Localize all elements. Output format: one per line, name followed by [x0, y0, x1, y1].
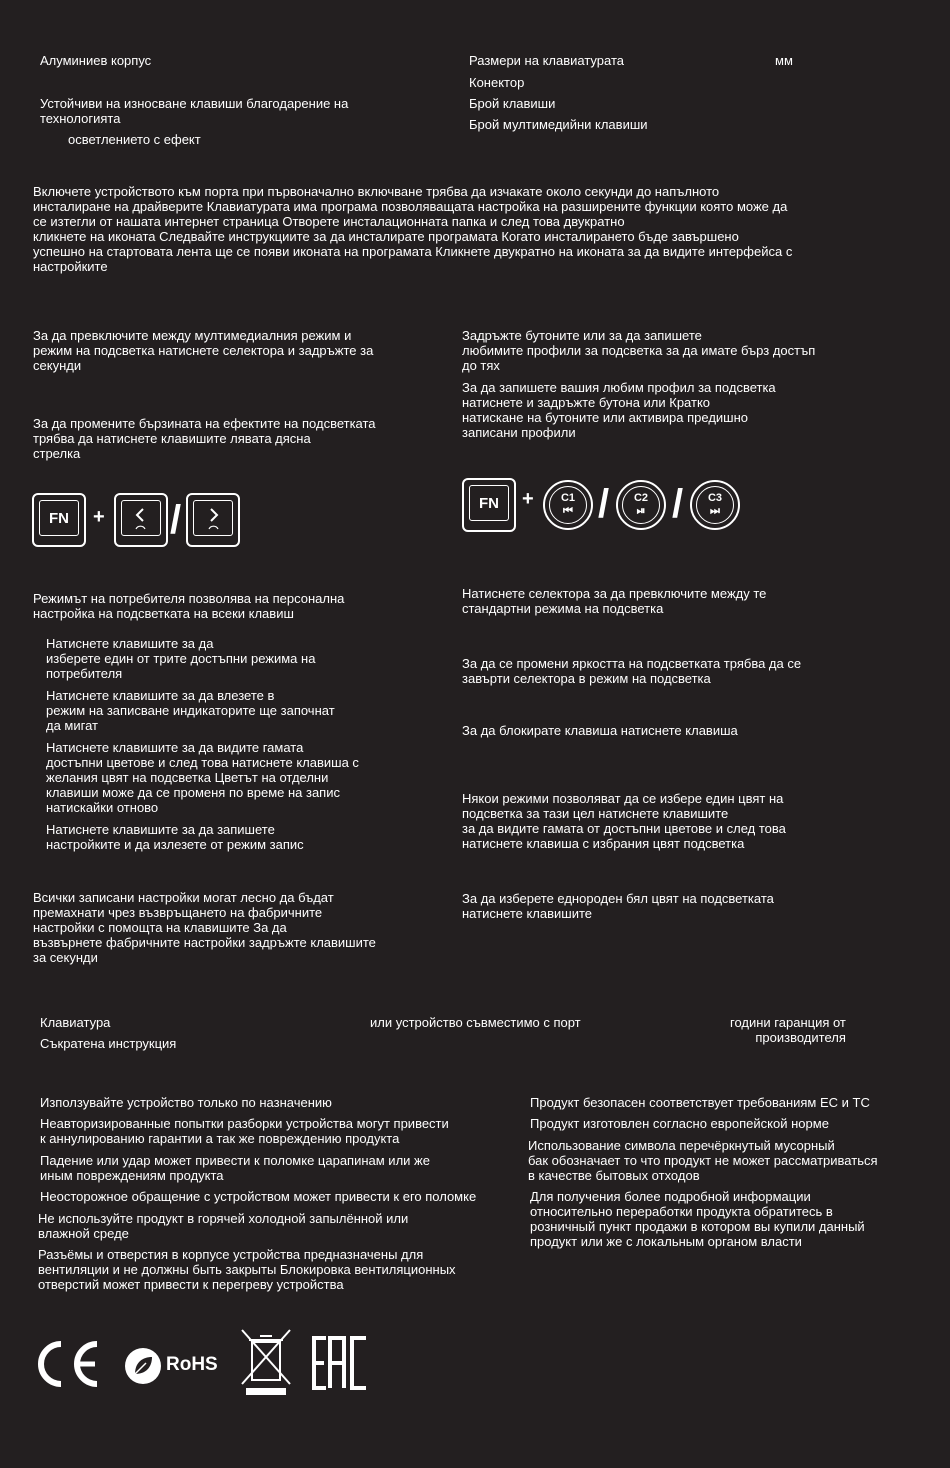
right-arrow-key [186, 493, 240, 547]
spec-dimensions: Размери на клавиатурата [469, 53, 625, 68]
lock-text: За да блокирате клавиша натиснете клавиша [462, 723, 738, 738]
play-pause-icon: ⏯ [636, 505, 646, 517]
left-arrow-key-face [121, 500, 161, 536]
previous-track-icon: ⏮ [563, 505, 573, 517]
eac-mark-icon [312, 1336, 368, 1393]
plus-sign: + [93, 506, 105, 528]
c3-button [690, 480, 740, 530]
custom-step-4: Натиснете клавишите за да запишете настройките и да излезете от режим запис [46, 822, 304, 852]
safety-right-1: Продукт безопасен соответствует требованиям ЕС и ТС [530, 1095, 870, 1110]
fn-key-right [462, 478, 516, 532]
brightness-text: За да се промени яркостта на подсветката трябва да се завърти селектора в режим на подсветка [462, 656, 802, 686]
chevron-left-icon [129, 503, 153, 533]
safety-left-5: Не используйте продукт в горячей холодной запылённой или влажной среде [38, 1211, 409, 1241]
safety-right-4: Для получения более подробной информации относительно переработки продукта обратитесь в розничный пункт продажи в котором вы купили данный продукт или же с локальным органом власти [530, 1189, 865, 1249]
safety-right-3: Использование символа перечёркнутый мусорный бак обозначает то что продукт не может рассматриваться в качестве бытовых отходов [528, 1138, 878, 1183]
spec-connector: Конектор [469, 75, 525, 90]
system-requirements: или устройство съвместимо с порт [370, 1015, 581, 1030]
safety-left-6: Разъёмы и отверстия в корпусе устройства предназначены для вентиляции и не должны быть закрыты Блокировка вентиляционных отверстий может привести к перегреву устройства [38, 1247, 456, 1292]
safety-left-3: Падение или удар может привести к поломке царапинам или же иным повреждениям продукта [40, 1153, 430, 1183]
c2-button-face [622, 486, 660, 524]
package-manual: Съкратена инструкция [40, 1036, 177, 1051]
left-arrow-key [114, 493, 168, 547]
custom-step-3: Натиснете клавишите за да видите гамата достъпни цветове и след това натиснете клавиша с желания цвят на подсветка Цветът на отделни клавиши може да се променя по време на запис натискайки отново [46, 740, 359, 815]
fn-key [32, 493, 86, 547]
spec-aluminum: Алуминиев корпус [40, 53, 152, 68]
plus-sign-right: + [522, 488, 534, 510]
install-text: Включете устройството към порта при първоначално включване трябва да изчакате около секунди до напълното инсталиране на драйверите Клавиатурата има програма позволяващата настройка на разширените функции която може да се изтегли от нашата интернет страница Отворете инсталационната папка и след това двукратно кликнете на иконата Следвайте инструкциите за да инсталирате програмата Когато инсталирането бъде завършено успешно на стартовата лента ще се появи иконата на програмата Кликнете двукратно на иконата за да видите интерфейса с настройките [33, 184, 793, 274]
white-color-text: За да изберете еднороден бял цвят на подсветката натиснете клавишите [462, 891, 774, 921]
c3-button-face [696, 486, 734, 524]
safety-left-4: Неосторожное обращение с устройством может привести к его поломке [40, 1189, 477, 1204]
spec-lighting: осветлението с ефект [68, 132, 201, 147]
c2-button [616, 480, 666, 530]
rohs-label: RoHS [166, 1354, 218, 1375]
c1-button [543, 480, 593, 530]
c2-label: C2 [633, 492, 649, 504]
spec-key-count: Брой клавиши [469, 96, 556, 111]
safety-left-1: Използувайте устройство только по назначению [40, 1095, 332, 1110]
selector-text: Натиснете селектора за да превключите между те стандартни режима на подсветка [462, 586, 767, 616]
profiles-save-text: За да запишете вашия любим профил за подсветка натиснете и задръжте бутона или Кратко натискане на бутоните или активира предишно записани профили [462, 380, 776, 440]
slash-separator: / [170, 498, 182, 542]
profiles-hold-text: Задръжте бутоните или за да запишете любимите профили за подсветка за да имате бърз достъп до тях [462, 328, 816, 373]
rohs-leaf-icon [124, 1347, 162, 1388]
mode-switch-text: За да превключите между мултимедиалния режим и режим на подсветка натиснете селектора и задръжте за секунди [33, 328, 374, 373]
right-arrow-key-face [193, 500, 233, 536]
slash-separator-2: / [598, 482, 610, 526]
factory-reset-text: Всички записани настройки могат лесно да бъдат премахнати чрез възвръщането на фабричните настройки с помощта на клавишите За да възвърнете фабричните настройки задръжте клавишите за секунди [33, 890, 376, 965]
custom-intro: Режимът на потребителя позволява на персонална настройка на подсветката на всеки клавиш [33, 591, 345, 621]
package-keyboard: Клавиатура [40, 1015, 111, 1030]
next-track-icon: ⏭ [710, 505, 720, 517]
custom-step-2: Натиснете клавишите за да влезете в режим на записване индикаторите ще започнат да мигат [46, 688, 335, 733]
c3-label: C3 [707, 492, 723, 504]
crossed-bin-icon [240, 1328, 292, 1401]
chevron-right-icon [201, 503, 225, 533]
warranty-text: години гаранция от производителя [730, 1015, 846, 1045]
ce-mark-icon [33, 1338, 101, 1393]
spec-keycaps: Устойчиви на износване клавиши благодарение на технологията [40, 96, 349, 126]
effect-speed-text: За да промените бързината на ефектите на подсветката трябва да натиснете клавишите лявата дясна стрелка [33, 416, 376, 461]
c1-button-face [549, 486, 587, 524]
fn-key-right-label: FN [469, 485, 509, 521]
spec-media-key-count: Брой мултимедийни клавиши [469, 117, 648, 132]
slash-separator-3: / [672, 482, 684, 526]
spec-dimensions-unit: мм [775, 53, 793, 68]
safety-right-2: Продукт изготовлен согласно европейской норме [530, 1116, 829, 1131]
fn-key-label: FN [39, 500, 79, 536]
custom-step-1: Натиснете клавишите за да изберете един от трите достъпни режима на потребителя [46, 636, 316, 681]
single-color-text: Някои режими позволяват да се избере един цвят на подсветка за тази цел натиснете клавишите за да видите гамата от достъпни цветове и след това натиснете клавиша с избрания цвят подсветка [462, 791, 786, 851]
safety-left-2: Неавторизированные попытки разборки устройства могут привести к аннулированию гарантии а так же повреждению продукта [40, 1116, 449, 1146]
c1-label: C1 [560, 492, 576, 504]
